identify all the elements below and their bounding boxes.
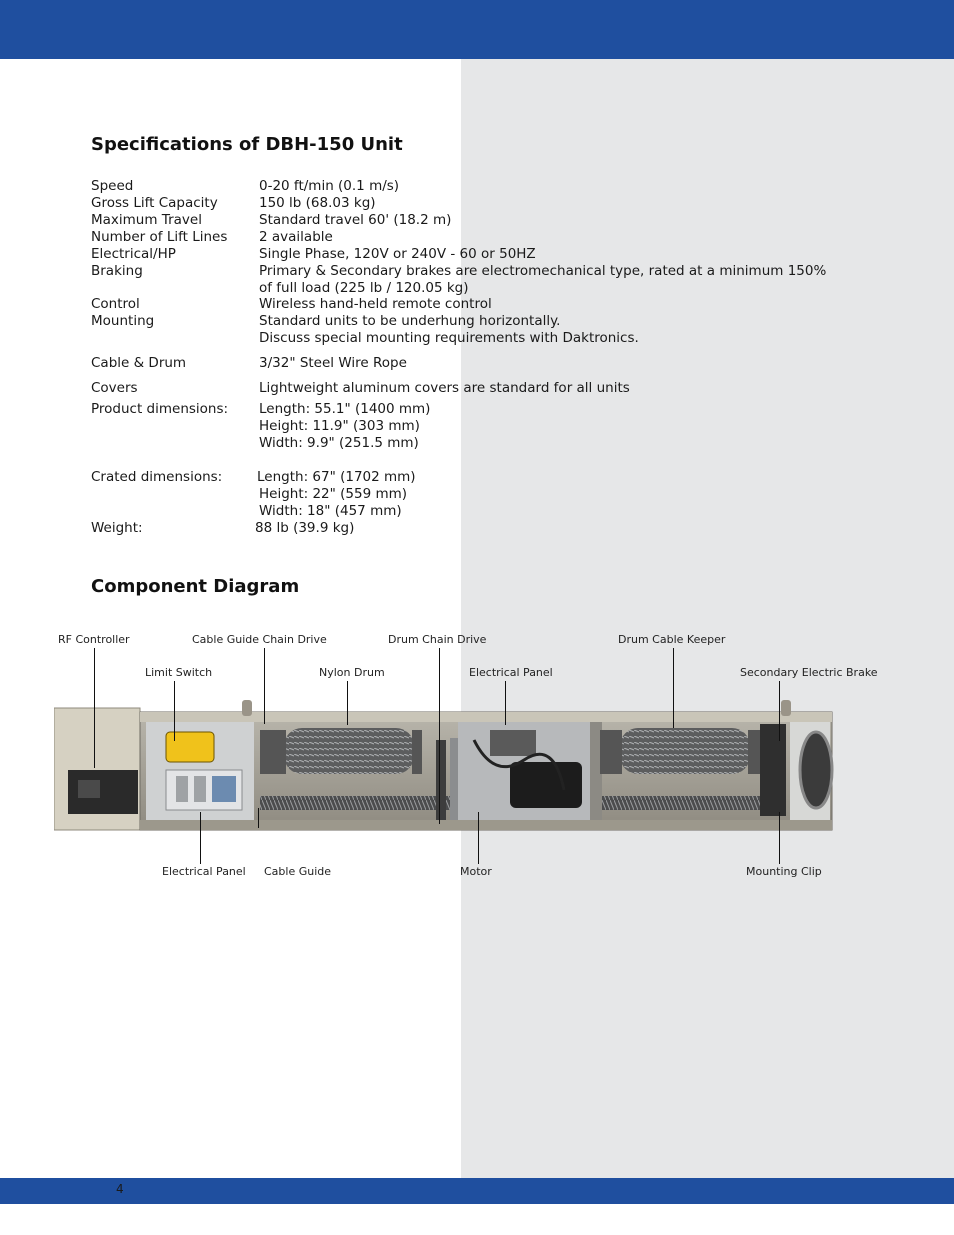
- leader-cable-guide: [258, 808, 259, 828]
- spec-label-crated-dimensions: Crated dimensions:: [91, 469, 223, 485]
- spec-value-electrical: Single Phase, 120V or 240V - 60 or 50HZ: [259, 246, 536, 262]
- spec-value-crated-height: Height: 22" (559 mm): [259, 486, 408, 502]
- callout-limit-switch: Limit Switch: [145, 666, 213, 679]
- spec-value-weight: 88 lb (39.9 kg): [255, 520, 355, 536]
- spec-value-control: Wireless hand-held remote control: [259, 296, 492, 312]
- spec-value-mounting: Standard units to be underhung horizontally.: [259, 313, 561, 329]
- leader-mounting-clip: [779, 812, 780, 864]
- spec-value-speed: 0-20 ft/min (0.1 m/s): [259, 178, 400, 194]
- top-banner: [0, 0, 954, 59]
- cable-guide-right: [602, 796, 772, 810]
- spec-label-covers: Covers: [91, 380, 138, 396]
- spec-value-capacity: 150 lb (68.03 kg): [259, 195, 376, 211]
- leader-drum-chain-drive: [439, 648, 440, 824]
- leader-limit-switch: [174, 681, 175, 741]
- cable-guide-left: [260, 796, 460, 810]
- leader-electrical-panel-top: [505, 681, 506, 725]
- callout-motor: Motor: [460, 865, 492, 878]
- gray-side-panel: [461, 59, 954, 1178]
- spec-value-cable-drum: 3/32" Steel Wire Rope: [259, 355, 407, 371]
- secondary-brake: [800, 732, 832, 808]
- spec-value-product-width: Width: 9.9" (251.5 mm): [259, 435, 419, 451]
- spec-label-max-travel: Maximum Travel: [91, 212, 202, 228]
- callout-electrical-panel-top: Electrical Panel: [469, 666, 553, 679]
- spec-value-braking: Primary & Secondary brakes are electromechanical type, rated at a minimum 150%: [259, 263, 827, 279]
- spec-label-capacity: Gross Lift Capacity: [91, 195, 218, 211]
- leader-cable-guide-chain-drive: [264, 648, 265, 724]
- spec-label-mounting: Mounting: [91, 313, 155, 329]
- spec-value-max-travel: Standard travel 60' (18.2 m): [259, 212, 452, 228]
- drum-left: [284, 728, 414, 774]
- leader-secondary-electric-brake: [779, 681, 780, 741]
- callout-secondary-electric-brake: Secondary Electric Brake: [740, 666, 878, 679]
- spec-label-braking: Braking: [91, 263, 143, 279]
- spec-value-covers: Lightweight aluminum covers are standard for all units: [259, 380, 630, 396]
- drum-right: [620, 728, 750, 774]
- spec-value-product-height: Height: 11.9" (303 mm): [259, 418, 420, 434]
- leader-rf-controller: [94, 648, 95, 768]
- specifications-title: Specifications of DBH-150 Unit: [91, 134, 403, 155]
- callout-nylon-drum: Nylon Drum: [319, 666, 385, 679]
- spec-value-crated-width: Width: 18" (457 mm): [259, 503, 402, 519]
- callout-drum-chain-drive: Drum Chain Drive: [388, 633, 487, 646]
- callout-cable-guide: Cable Guide: [264, 865, 332, 878]
- leader-motor: [478, 812, 479, 864]
- callout-mounting-clip: Mounting Clip: [746, 865, 822, 878]
- spec-value-crated-length: Length: 67" (1702 mm): [257, 469, 416, 485]
- leader-drum-cable-keeper: [673, 648, 674, 728]
- callout-drum-cable-keeper: Drum Cable Keeper: [618, 633, 726, 646]
- bottom-banner: [0, 1178, 954, 1204]
- spec-value-product-length: Length: 55.1" (1400 mm): [259, 401, 431, 417]
- leader-nylon-drum: [347, 681, 348, 725]
- spec-label-weight: Weight:: [91, 520, 143, 536]
- spec-label-speed: Speed: [91, 178, 134, 194]
- spec-label-electrical: Electrical/HP: [91, 246, 176, 262]
- leader-electrical-panel-bottom: [200, 812, 201, 864]
- spec-label-control: Control: [91, 296, 140, 312]
- spec-label-cable-drum: Cable & Drum: [91, 355, 187, 371]
- page-number: 4: [116, 1182, 124, 1196]
- spec-label-product-dimensions: Product dimensions:: [91, 401, 229, 417]
- hoist-unit-photo: [54, 700, 834, 832]
- component-diagram-title: Component Diagram: [91, 576, 300, 597]
- spec-value-lift-lines: 2 available: [259, 229, 333, 245]
- callout-rf-controller: RF Controller: [58, 633, 130, 646]
- motor: [510, 762, 582, 808]
- spec-label-lift-lines: Number of Lift Lines: [91, 229, 228, 245]
- callout-electrical-panel-bottom: Electrical Panel: [162, 865, 246, 878]
- callout-cable-guide-chain-drive: Cable Guide Chain Drive: [192, 633, 327, 646]
- spec-value-braking-line2: of full load (225 lb / 120.05 kg): [259, 280, 469, 296]
- spec-value-mounting-line2: Discuss special mounting requirements with Daktronics.: [259, 330, 639, 346]
